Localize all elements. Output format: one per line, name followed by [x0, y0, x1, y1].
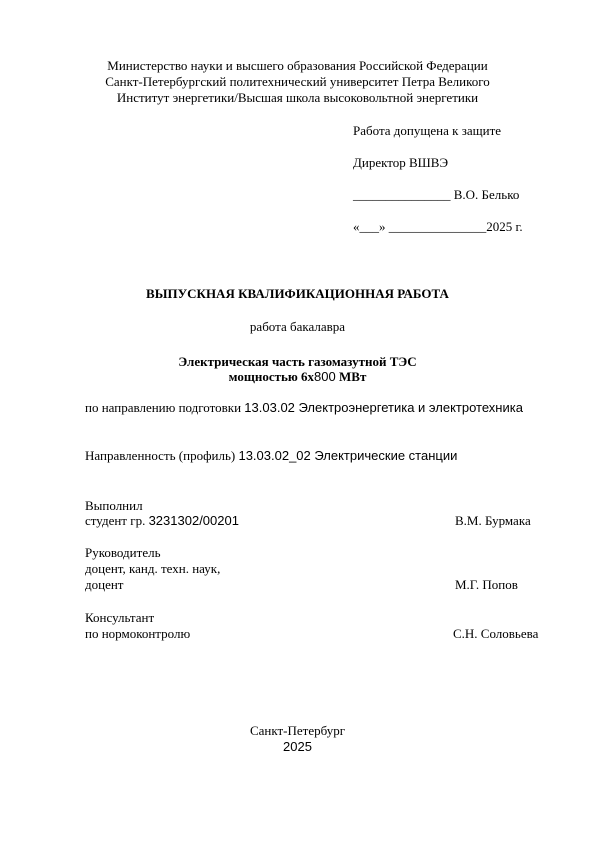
supervisor-label: Руководитель	[85, 545, 161, 560]
university-line: Санкт-Петербургский политехнический университет Петра Великого	[105, 74, 490, 89]
work-title: ВЫПУСКНАЯ КВАЛИФИКАЦИОННАЯ РАБОТА	[146, 286, 449, 301]
director-signature-line: _______________ В.О. Белько	[353, 187, 520, 202]
performer-name: В.М. Бурмака	[455, 513, 531, 528]
institute-line: Институт энергетики/Высшая школа высоковольтной энергетики	[116, 90, 479, 105]
profile-line	[85, 448, 457, 463]
supervisor-position: доцент	[85, 577, 124, 592]
topic-line-1: Электрическая часть газомазутной ТЭС	[178, 354, 417, 369]
consultant-role: по нормоконтролю	[85, 626, 191, 641]
director-title: Директор ВШВЭ	[353, 155, 449, 170]
topic-unit: МВт	[335, 369, 367, 384]
performer-role	[85, 513, 239, 528]
approval-date-line: «___» _______________2025 г.	[353, 219, 523, 234]
consultant-name: С.Н. Соловьева	[453, 626, 539, 641]
consultant-label: Консультант	[85, 610, 155, 625]
direction-value: 13.03.02 Электроэнергетика и электротехника	[244, 400, 523, 415]
profile-prefix: Направленность (профиль)	[85, 448, 239, 463]
city: Санкт-Петербург	[249, 723, 346, 738]
year: 2025	[283, 739, 312, 754]
direction-prefix: по направлению подготовки	[85, 400, 245, 415]
topic-line-2	[0, 369, 595, 384]
supervisor-name: М.Г. Попов	[455, 577, 518, 592]
ministry-line: Министерство науки и высшего образования Российской Федерации	[107, 58, 488, 73]
profile-value: 13.03.02_02 Электрические станции	[238, 448, 458, 463]
admitted-to-defense: Работа допущена к защите	[353, 123, 502, 138]
performer-label: Выполнил	[85, 498, 143, 513]
work-type: работа бакалавра	[249, 319, 346, 334]
topic-prefix: мощностью 6х	[228, 369, 315, 384]
topic-power-number: 800	[314, 369, 336, 384]
direction-line	[85, 400, 523, 415]
performer-role-prefix: студент гр.	[85, 513, 149, 528]
supervisor-degree: доцент, канд. техн. наук,	[85, 561, 221, 576]
performer-group: 3231302/00201	[148, 513, 239, 528]
